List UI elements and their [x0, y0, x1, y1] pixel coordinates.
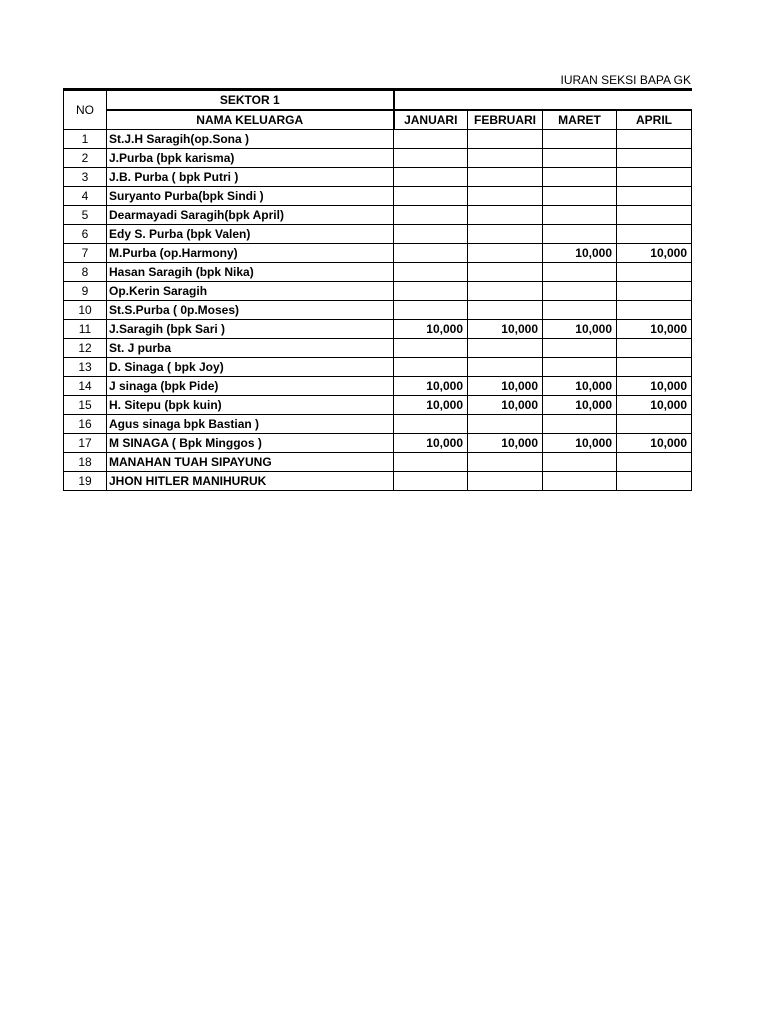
payment-cell: 10,000 [468, 320, 543, 339]
payment-cell [468, 263, 543, 282]
payment-cell [543, 472, 617, 491]
payment-cell [543, 263, 617, 282]
row-number: 18 [64, 453, 107, 472]
payment-cell [394, 149, 468, 168]
payment-cell [617, 339, 692, 358]
payment-cell [543, 187, 617, 206]
header-row-columns [64, 110, 692, 130]
payment-cell [543, 130, 617, 149]
family-name: Suryanto Purba(bpk Sindi ) [107, 187, 394, 206]
payment-cell: 10,000 [468, 377, 543, 396]
table-row [64, 149, 692, 168]
column-header-month: JANUARI [394, 110, 468, 130]
payment-cell: 10,000 [617, 244, 692, 263]
payment-cell [394, 358, 468, 377]
family-name: St. J purba [107, 339, 394, 358]
row-number: 2 [64, 149, 107, 168]
header-row-sector [64, 91, 692, 111]
payment-cell [468, 472, 543, 491]
payment-cell [394, 301, 468, 320]
payment-cell [543, 149, 617, 168]
payment-cell [394, 453, 468, 472]
payment-cell [468, 130, 543, 149]
dues-table [63, 90, 692, 491]
family-name: Op.Kerin Saragih [107, 282, 394, 301]
family-name: J.Saragih (bpk Sari ) [107, 320, 394, 339]
row-number: 17 [64, 434, 107, 453]
family-name: Dearmayadi Saragih(bpk April) [107, 206, 394, 225]
row-number: 16 [64, 415, 107, 434]
payment-cell [468, 358, 543, 377]
table-row [64, 377, 692, 396]
payment-cell: 10,000 [394, 434, 468, 453]
table-row [64, 168, 692, 187]
payment-cell: 10,000 [617, 320, 692, 339]
column-header-month: APRIL [617, 110, 692, 130]
row-number: 11 [64, 320, 107, 339]
row-number: 6 [64, 225, 107, 244]
payment-cell [617, 225, 692, 244]
row-number: 9 [64, 282, 107, 301]
table-body [64, 130, 692, 491]
payment-cell [468, 187, 543, 206]
family-name: JHON HITLER MANIHURUK [107, 472, 394, 491]
payment-cell: 10,000 [543, 377, 617, 396]
payment-cell [468, 206, 543, 225]
column-header-no: NO [64, 91, 107, 130]
payment-cell [394, 206, 468, 225]
table-row [64, 396, 692, 415]
payment-cell [543, 301, 617, 320]
family-name: St.S.Purba ( 0p.Moses) [107, 301, 394, 320]
document-title: IURAN SEKSI BAPA GK [560, 73, 691, 87]
family-name: J.Purba (bpk karisma) [107, 149, 394, 168]
payment-cell [617, 453, 692, 472]
payment-cell: 10,000 [617, 434, 692, 453]
table-row [64, 320, 692, 339]
family-name: J sinaga (bpk Pide) [107, 377, 394, 396]
payment-cell [543, 415, 617, 434]
payment-cell [468, 415, 543, 434]
payment-cell: 10,000 [543, 320, 617, 339]
payment-cell [617, 263, 692, 282]
column-header-month: MARET [543, 110, 617, 130]
payment-cell [617, 358, 692, 377]
row-number: 5 [64, 206, 107, 225]
payment-cell: 10,000 [468, 434, 543, 453]
payment-cell [468, 282, 543, 301]
family-name: J.B. Purba ( bpk Putri ) [107, 168, 394, 187]
payment-cell [617, 301, 692, 320]
payment-cell [617, 472, 692, 491]
payment-cell: 10,000 [394, 396, 468, 415]
row-number: 13 [64, 358, 107, 377]
payment-cell [468, 168, 543, 187]
table-row [64, 263, 692, 282]
payment-cell [394, 225, 468, 244]
payment-cell: 10,000 [394, 377, 468, 396]
payment-cell: 10,000 [394, 320, 468, 339]
payment-cell [543, 453, 617, 472]
table-row [64, 130, 692, 149]
row-number: 14 [64, 377, 107, 396]
table-row [64, 358, 692, 377]
table-row [64, 225, 692, 244]
payment-cell [543, 225, 617, 244]
payment-cell [543, 282, 617, 301]
family-name: M.Purba (op.Harmony) [107, 244, 394, 263]
table-row [64, 339, 692, 358]
table-row [64, 301, 692, 320]
row-number: 4 [64, 187, 107, 206]
family-name: D. Sinaga ( bpk Joy) [107, 358, 394, 377]
row-number: 1 [64, 130, 107, 149]
payment-cell: 10,000 [617, 377, 692, 396]
payment-cell [617, 149, 692, 168]
row-number: 19 [64, 472, 107, 491]
sector-header: SEKTOR 1 [107, 91, 394, 111]
payment-cell [394, 415, 468, 434]
payment-cell [468, 453, 543, 472]
payment-cell [394, 187, 468, 206]
column-header-name: NAMA KELUARGA [107, 110, 394, 130]
family-name: St.J.H Saragih(op.Sona ) [107, 130, 394, 149]
payment-cell [394, 472, 468, 491]
payment-cell [617, 187, 692, 206]
months-header-blank [394, 91, 692, 111]
payment-cell: 10,000 [543, 434, 617, 453]
row-number: 12 [64, 339, 107, 358]
table-row [64, 434, 692, 453]
family-name: Edy S. Purba (bpk Valen) [107, 225, 394, 244]
payment-cell [394, 263, 468, 282]
table-row [64, 244, 692, 263]
table-row [64, 187, 692, 206]
payment-cell [394, 130, 468, 149]
table-row [64, 206, 692, 225]
payment-cell: 10,000 [468, 396, 543, 415]
payment-cell: 10,000 [543, 396, 617, 415]
table-row [64, 415, 692, 434]
payment-cell [617, 130, 692, 149]
payment-cell [617, 415, 692, 434]
payment-cell [617, 206, 692, 225]
row-number: 3 [64, 168, 107, 187]
payment-cell [543, 358, 617, 377]
payment-cell [617, 282, 692, 301]
family-name: H. Sitepu (bpk kuin) [107, 396, 394, 415]
payment-cell [468, 339, 543, 358]
payment-cell: 10,000 [543, 244, 617, 263]
payment-cell [617, 168, 692, 187]
table-row [64, 453, 692, 472]
payment-cell [468, 301, 543, 320]
payment-cell: 10,000 [617, 396, 692, 415]
row-number: 10 [64, 301, 107, 320]
payment-cell [394, 339, 468, 358]
payment-cell [468, 225, 543, 244]
row-number: 8 [64, 263, 107, 282]
family-name: Agus sinaga bpk Bastian ) [107, 415, 394, 434]
table-row [64, 282, 692, 301]
table-row [64, 472, 692, 491]
row-number: 15 [64, 396, 107, 415]
payment-cell [394, 282, 468, 301]
family-name: Hasan Saragih (bpk Nika) [107, 263, 394, 282]
payment-cell [394, 168, 468, 187]
payment-cell [543, 206, 617, 225]
payment-cell [543, 339, 617, 358]
column-header-month: FEBRUARI [468, 110, 543, 130]
payment-cell [468, 244, 543, 263]
payment-cell [468, 149, 543, 168]
payment-cell [543, 168, 617, 187]
payment-cell [394, 244, 468, 263]
row-number: 7 [64, 244, 107, 263]
family-name: MANAHAN TUAH SIPAYUNG [107, 453, 394, 472]
family-name: M SINAGA ( Bpk Minggos ) [107, 434, 394, 453]
